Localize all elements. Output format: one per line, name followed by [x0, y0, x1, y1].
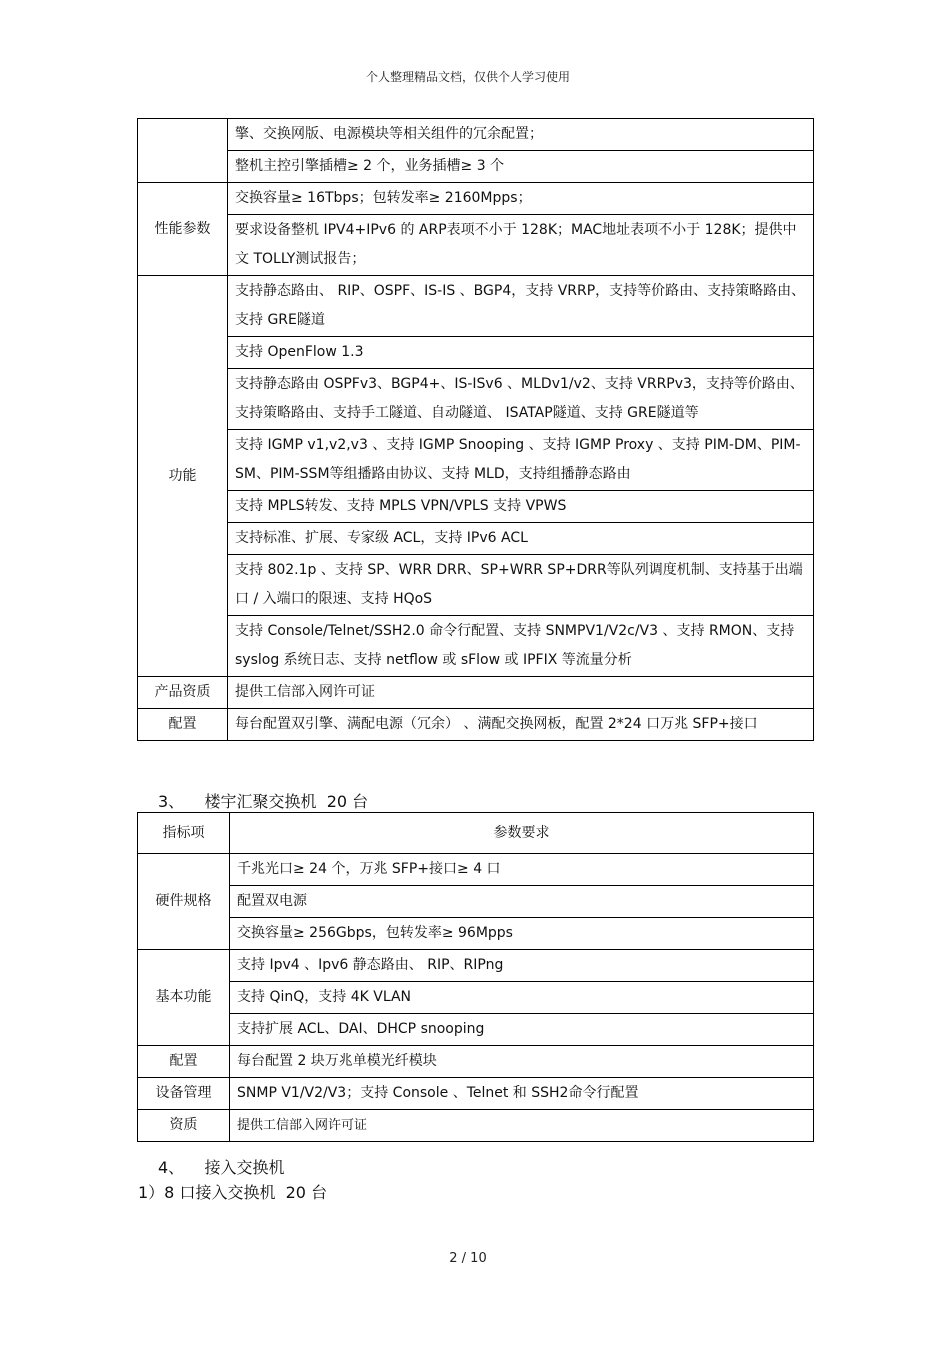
- row-label-config: 配置: [138, 1046, 230, 1078]
- section-heading-4: 4、 接入交换机: [158, 1158, 285, 1177]
- table-row: [138, 982, 814, 1014]
- table-row: [138, 119, 814, 151]
- row-label-performance: 性能参数: [138, 183, 228, 276]
- table-cell: 支持静态路由 OSPFv3、BGP4+、IS-ISv6 、MLDv1/v2、支持 VRRPv3，支持等价路由、支持策略路由、支持手工隧道、自动隧道、 ISATAP隧道、支持 GRE隧道等: [228, 369, 814, 430]
- table-row: [138, 1110, 814, 1142]
- table-cell: 要求设备整机 IPV4+IPv6 的 ARP表项不小于 128K；MAC地址表项不小于 128K；提供中文 TOLLY测试报告；: [228, 215, 814, 276]
- table-row: [138, 616, 814, 677]
- table-row: [138, 677, 814, 709]
- row-label-qualification: 资质: [138, 1110, 230, 1142]
- table-row: [138, 1078, 814, 1110]
- table-cell: 每台配置 2 块万兆单模光纤模块: [230, 1046, 814, 1078]
- table-cell: 支持 IGMP v1,v2,v3 、支持 IGMP Snooping 、支持 IGMP Proxy 、支持 PIM-DM、PIM-SM、PIM-SSM等组播路由协议、支持 MLD，支持组播静态路由: [228, 430, 814, 491]
- core-switch-spec-table: [137, 118, 814, 741]
- table-cell: 支持 MPLS转发、支持 MPLS VPN/VPLS 支持 VPWS: [228, 491, 814, 523]
- page-number: 2 / 10: [449, 1251, 487, 1266]
- row-label-config: 配置: [138, 709, 228, 741]
- table-cell: 支持标准、扩展、专家级 ACL，支持 IPv6 ACL: [228, 523, 814, 555]
- table-row: [138, 430, 814, 491]
- table-row: [138, 276, 814, 337]
- aggregation-switch-spec-table: [137, 812, 814, 1142]
- table-cell: 整机主控引擎插槽≥ 2 个，业务插槽≥ 3 个: [228, 151, 814, 183]
- table-cell: 交换容量≥ 256Gbps，包转发率≥ 96Mpps: [230, 918, 814, 950]
- table-cell: 支持 Ipv4 、Ipv6 静态路由、 RIP、RIPng: [230, 950, 814, 982]
- table-cell: 支持 802.1p 、支持 SP、WRR DRR、SP+WRR SP+DRR等队列调度机制、支持基于出端口 / 入端口的限速、支持 HQoS: [228, 555, 814, 616]
- table-row: [138, 151, 814, 183]
- row-label-qualification: 产品资质: [138, 677, 228, 709]
- table-header-row: [138, 813, 814, 854]
- table-cell: 千兆光口≥ 24 个，万兆 SFP+接口≥ 4 口: [230, 854, 814, 886]
- row-label-management: 设备管理: [138, 1078, 230, 1110]
- table-row: [138, 886, 814, 918]
- row-label-hardware: 硬件规格: [138, 854, 230, 950]
- table-cell: 配置双电源: [230, 886, 814, 918]
- table-cell: SNMP V1/V2/V3；支持 Console 、Telnet 和 SSH2命令行配置: [230, 1078, 814, 1110]
- table-row: [138, 854, 814, 886]
- row-label-functions: 功能: [138, 276, 228, 677]
- table-row: [138, 1014, 814, 1046]
- table-cell: 擎、交换网版、电源模块等相关组件的冗余配置；: [228, 119, 814, 151]
- row-label-basic-functions: 基本功能: [138, 950, 230, 1046]
- table-row: [138, 337, 814, 369]
- table-row: [138, 523, 814, 555]
- subsection-heading-4-1: 1）8 口接入交换机 20 台: [138, 1183, 328, 1202]
- table-row: [138, 950, 814, 982]
- table-row: [138, 369, 814, 430]
- table-cell: 每台配置双引擎、满配电源（冗余） 、满配交换网板，配置 2*24 口万兆 SFP+接口: [228, 709, 814, 741]
- table-cell: 提供工信部入网许可证: [230, 1110, 814, 1142]
- column-header-indicator: 指标项: [138, 813, 230, 854]
- table-cell: 支持 QinQ，支持 4K VLAN: [230, 982, 814, 1014]
- column-header-requirements: 参数要求: [230, 813, 814, 854]
- table-row: [138, 1046, 814, 1078]
- section-heading-3: 3、 楼宇汇聚交换机 20 台: [158, 792, 369, 811]
- table-cell: 交换容量≥ 16Tbps；包转发率≥ 2160Mpps；: [228, 183, 814, 215]
- table-row: [138, 918, 814, 950]
- table-cell: 支持静态路由、 RIP、OSPF、IS-IS 、BGP4，支持 VRRP，支持等价路由、支持策略路由、支持 GRE隧道: [228, 276, 814, 337]
- table-row: [138, 709, 814, 741]
- table-row: [138, 491, 814, 523]
- table-cell: 支持 Console/Telnet/SSH2.0 命令行配置、支持 SNMPV1/V2c/V3 、支持 RMON、支持 syslog 系统日志、支持 netflow 或 sFlow 或 IPFIX 等流量分析: [228, 616, 814, 677]
- table-cell: 提供工信部入网许可证: [228, 677, 814, 709]
- table-row: [138, 183, 814, 215]
- row-label-empty: [138, 119, 228, 183]
- table-cell: 支持扩展 ACL、DAI、DHCP snooping: [230, 1014, 814, 1046]
- page-header-note: 个人整理精品文档，仅供个人学习使用: [365, 70, 570, 84]
- table-cell: 支持 OpenFlow 1.3: [228, 337, 814, 369]
- table-row: [138, 555, 814, 616]
- table-row: [138, 215, 814, 276]
